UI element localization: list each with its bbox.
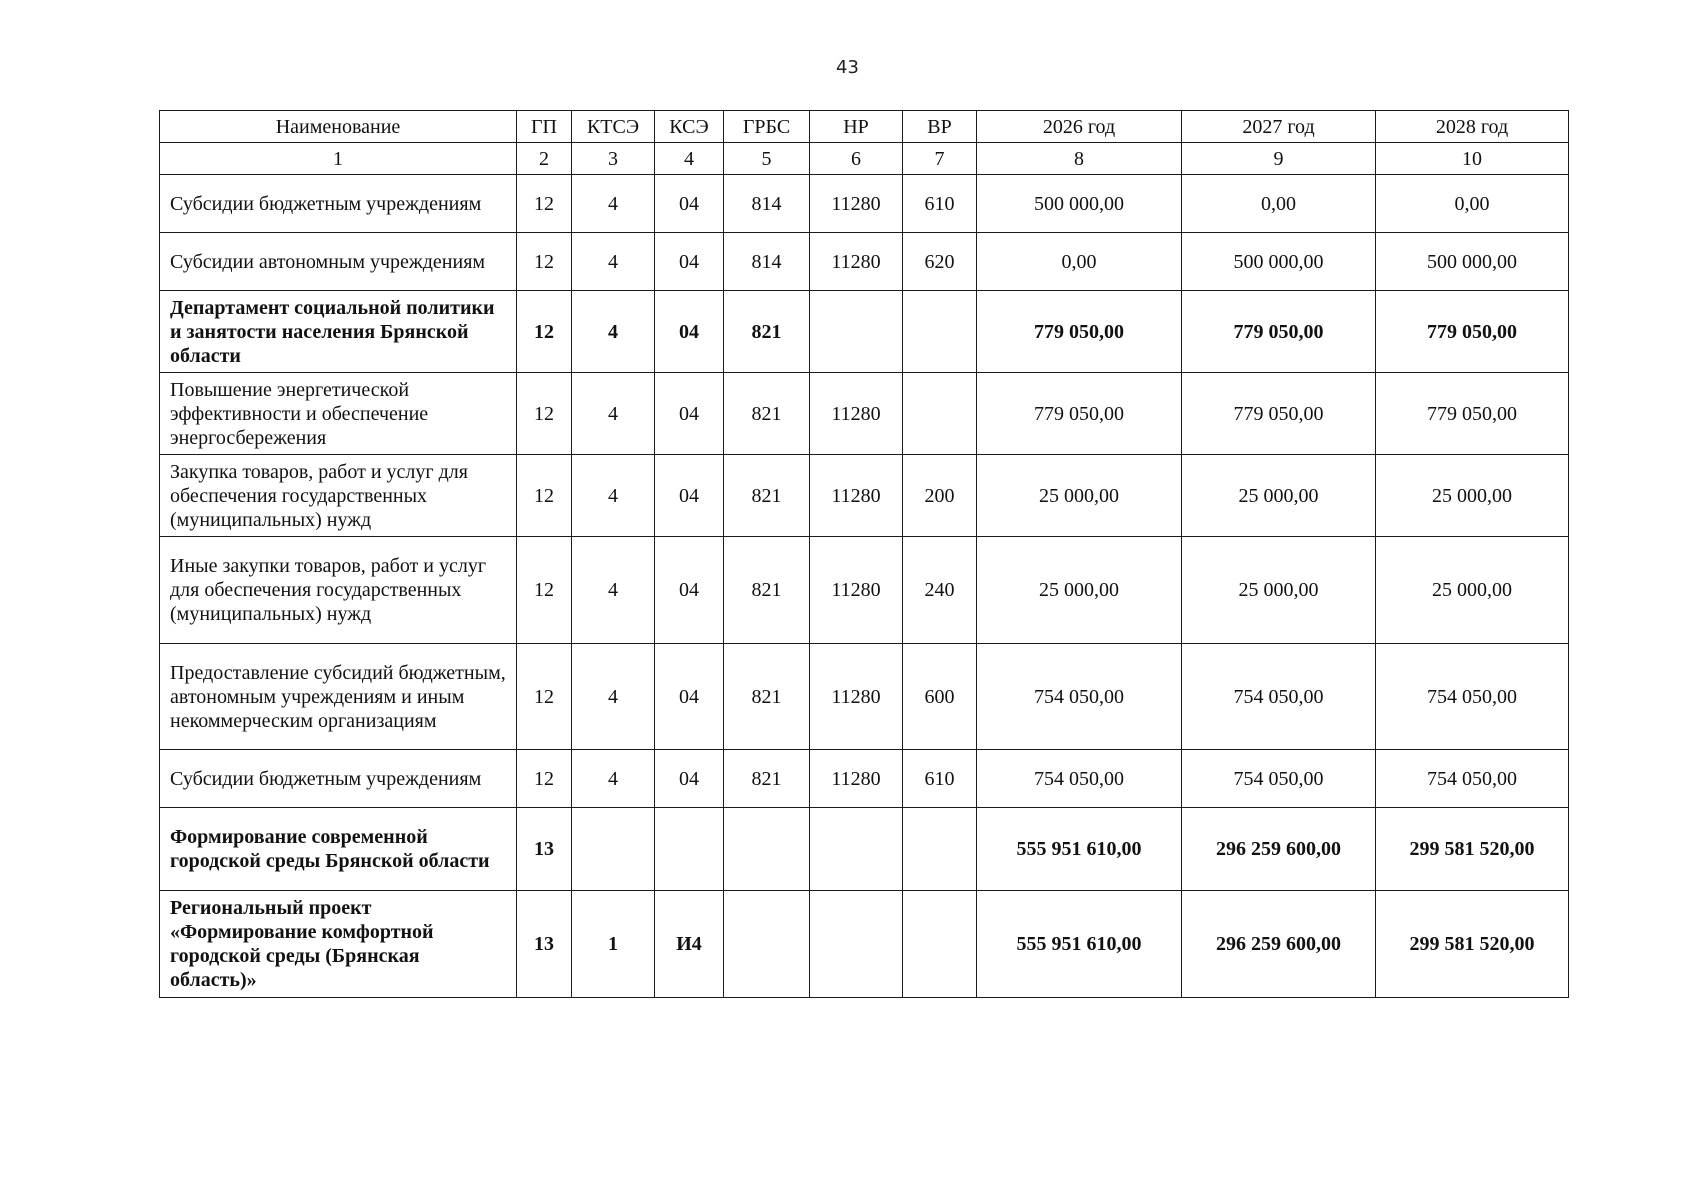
cell-nr xyxy=(810,891,903,998)
cell-nr xyxy=(810,291,903,373)
col-number: 9 xyxy=(1182,143,1376,175)
cell-vr: 200 xyxy=(903,455,977,537)
cell-2028: 299 581 520,00 xyxy=(1376,891,1569,998)
row-name: Субсидии бюджетным учреждениям xyxy=(160,750,517,808)
cell-2027: 754 050,00 xyxy=(1182,750,1376,808)
cell-gp: 13 xyxy=(517,808,572,891)
cell-kse: 04 xyxy=(655,175,724,233)
row-name: Закупка товаров, работ и услуг для обеспечения государственных (муниципальных) нужд xyxy=(160,455,517,537)
col-number: 6 xyxy=(810,143,903,175)
table-row xyxy=(160,808,1569,891)
cell-grbs: 821 xyxy=(724,750,810,808)
cell-kse: 04 xyxy=(655,455,724,537)
cell-ktse: 1 xyxy=(572,891,655,998)
cell-2026: 779 050,00 xyxy=(977,373,1182,455)
cell-vr: 610 xyxy=(903,750,977,808)
cell-kse xyxy=(655,808,724,891)
col-header-2027: 2027 год xyxy=(1182,111,1376,143)
cell-gp: 12 xyxy=(517,750,572,808)
col-header-name: Наименование xyxy=(160,111,517,143)
cell-gp: 13 xyxy=(517,891,572,998)
table-row xyxy=(160,233,1569,291)
cell-nr: 11280 xyxy=(810,373,903,455)
table-row xyxy=(160,455,1569,537)
cell-2026: 0,00 xyxy=(977,233,1182,291)
cell-nr: 11280 xyxy=(810,175,903,233)
cell-nr: 11280 xyxy=(810,644,903,750)
cell-kse: 04 xyxy=(655,233,724,291)
cell-2026: 779 050,00 xyxy=(977,291,1182,373)
cell-2028: 754 050,00 xyxy=(1376,644,1569,750)
cell-2026: 754 050,00 xyxy=(977,750,1182,808)
cell-2027: 779 050,00 xyxy=(1182,291,1376,373)
cell-2027: 296 259 600,00 xyxy=(1182,808,1376,891)
col-number: 8 xyxy=(977,143,1182,175)
cell-grbs: 821 xyxy=(724,455,810,537)
row-name: Повышение энергетической эффективности и обеспечение энергосбережения xyxy=(160,373,517,455)
cell-ktse: 4 xyxy=(572,644,655,750)
cell-2028: 0,00 xyxy=(1376,175,1569,233)
row-name: Субсидии бюджетным учреждениям xyxy=(160,175,517,233)
row-name: Департамент социальной политики и занятости населения Брянской области xyxy=(160,291,517,373)
table-row xyxy=(160,175,1569,233)
cell-nr xyxy=(810,808,903,891)
cell-grbs: 821 xyxy=(724,644,810,750)
cell-nr: 11280 xyxy=(810,455,903,537)
col-header-gp: ГП xyxy=(517,111,572,143)
cell-gp: 12 xyxy=(517,455,572,537)
cell-ktse: 4 xyxy=(572,233,655,291)
col-header-nr: НР xyxy=(810,111,903,143)
table-row xyxy=(160,891,1569,998)
cell-ktse: 4 xyxy=(572,291,655,373)
cell-grbs: 821 xyxy=(724,373,810,455)
cell-2028: 779 050,00 xyxy=(1376,291,1569,373)
cell-2026: 555 951 610,00 xyxy=(977,808,1182,891)
page-number: 43 xyxy=(836,57,859,78)
header-row xyxy=(160,111,1569,143)
cell-2026: 555 951 610,00 xyxy=(977,891,1182,998)
cell-grbs: 821 xyxy=(724,291,810,373)
cell-gp: 12 xyxy=(517,644,572,750)
row-name: Предоставление субсидий бюджетным, автономным учреждениям и иным некоммерческим организациям xyxy=(160,644,517,750)
row-name: Иные закупки товаров, работ и услуг для обеспечения государственных (муниципальных) нужд xyxy=(160,537,517,644)
col-header-vr: ВР xyxy=(903,111,977,143)
cell-kse: 04 xyxy=(655,644,724,750)
row-name: Формирование современной городской среды Брянской области xyxy=(160,808,517,891)
cell-ktse: 4 xyxy=(572,537,655,644)
cell-ktse: 4 xyxy=(572,373,655,455)
col-header-ktse: КТСЭ xyxy=(572,111,655,143)
cell-vr: 600 xyxy=(903,644,977,750)
col-header-2026: 2026 год xyxy=(977,111,1182,143)
cell-gp: 12 xyxy=(517,233,572,291)
cell-vr xyxy=(903,808,977,891)
cell-kse: 04 xyxy=(655,750,724,808)
cell-vr: 240 xyxy=(903,537,977,644)
cell-grbs xyxy=(724,891,810,998)
cell-grbs: 814 xyxy=(724,233,810,291)
col-header-grbs: ГРБС xyxy=(724,111,810,143)
table-row xyxy=(160,537,1569,644)
cell-2027: 0,00 xyxy=(1182,175,1376,233)
cell-2028: 299 581 520,00 xyxy=(1376,808,1569,891)
table-row xyxy=(160,373,1569,455)
cell-2026: 25 000,00 xyxy=(977,537,1182,644)
cell-2026: 500 000,00 xyxy=(977,175,1182,233)
table-row xyxy=(160,750,1569,808)
cell-2028: 779 050,00 xyxy=(1376,373,1569,455)
cell-2028: 25 000,00 xyxy=(1376,455,1569,537)
cell-2028: 25 000,00 xyxy=(1376,537,1569,644)
cell-kse: И4 xyxy=(655,891,724,998)
col-header-kse: КСЭ xyxy=(655,111,724,143)
cell-2028: 754 050,00 xyxy=(1376,750,1569,808)
table-body xyxy=(160,175,1569,998)
table-row xyxy=(160,291,1569,373)
cell-2027: 25 000,00 xyxy=(1182,455,1376,537)
col-number: 2 xyxy=(517,143,572,175)
cell-2026: 754 050,00 xyxy=(977,644,1182,750)
cell-ktse: 4 xyxy=(572,750,655,808)
cell-gp: 12 xyxy=(517,373,572,455)
cell-vr xyxy=(903,373,977,455)
cell-nr: 11280 xyxy=(810,537,903,644)
cell-vr: 620 xyxy=(903,233,977,291)
row-name: Субсидии автономным учреждениям xyxy=(160,233,517,291)
cell-vr: 610 xyxy=(903,175,977,233)
col-number: 1 xyxy=(160,143,517,175)
cell-ktse: 4 xyxy=(572,455,655,537)
cell-2027: 754 050,00 xyxy=(1182,644,1376,750)
col-number: 10 xyxy=(1376,143,1569,175)
col-number: 3 xyxy=(572,143,655,175)
budget-table xyxy=(159,110,1569,998)
cell-2027: 25 000,00 xyxy=(1182,537,1376,644)
cell-ktse: 4 xyxy=(572,175,655,233)
cell-nr: 11280 xyxy=(810,233,903,291)
cell-grbs: 821 xyxy=(724,537,810,644)
column-number-row xyxy=(160,143,1569,175)
cell-kse: 04 xyxy=(655,537,724,644)
cell-2027: 296 259 600,00 xyxy=(1182,891,1376,998)
cell-2026: 25 000,00 xyxy=(977,455,1182,537)
cell-2027: 500 000,00 xyxy=(1182,233,1376,291)
cell-vr xyxy=(903,891,977,998)
cell-ktse xyxy=(572,808,655,891)
table-row xyxy=(160,644,1569,750)
cell-gp: 12 xyxy=(517,537,572,644)
cell-kse: 04 xyxy=(655,291,724,373)
col-number: 4 xyxy=(655,143,724,175)
cell-2028: 500 000,00 xyxy=(1376,233,1569,291)
cell-kse: 04 xyxy=(655,373,724,455)
cell-grbs: 814 xyxy=(724,175,810,233)
cell-2027: 779 050,00 xyxy=(1182,373,1376,455)
col-number: 5 xyxy=(724,143,810,175)
col-number: 7 xyxy=(903,143,977,175)
col-header-2028: 2028 год xyxy=(1376,111,1569,143)
cell-gp: 12 xyxy=(517,291,572,373)
cell-nr: 11280 xyxy=(810,750,903,808)
cell-grbs xyxy=(724,808,810,891)
cell-gp: 12 xyxy=(517,175,572,233)
row-name: Региональный проект «Формирование комфортной городской среды (Брянская область)» xyxy=(160,891,517,998)
cell-vr xyxy=(903,291,977,373)
